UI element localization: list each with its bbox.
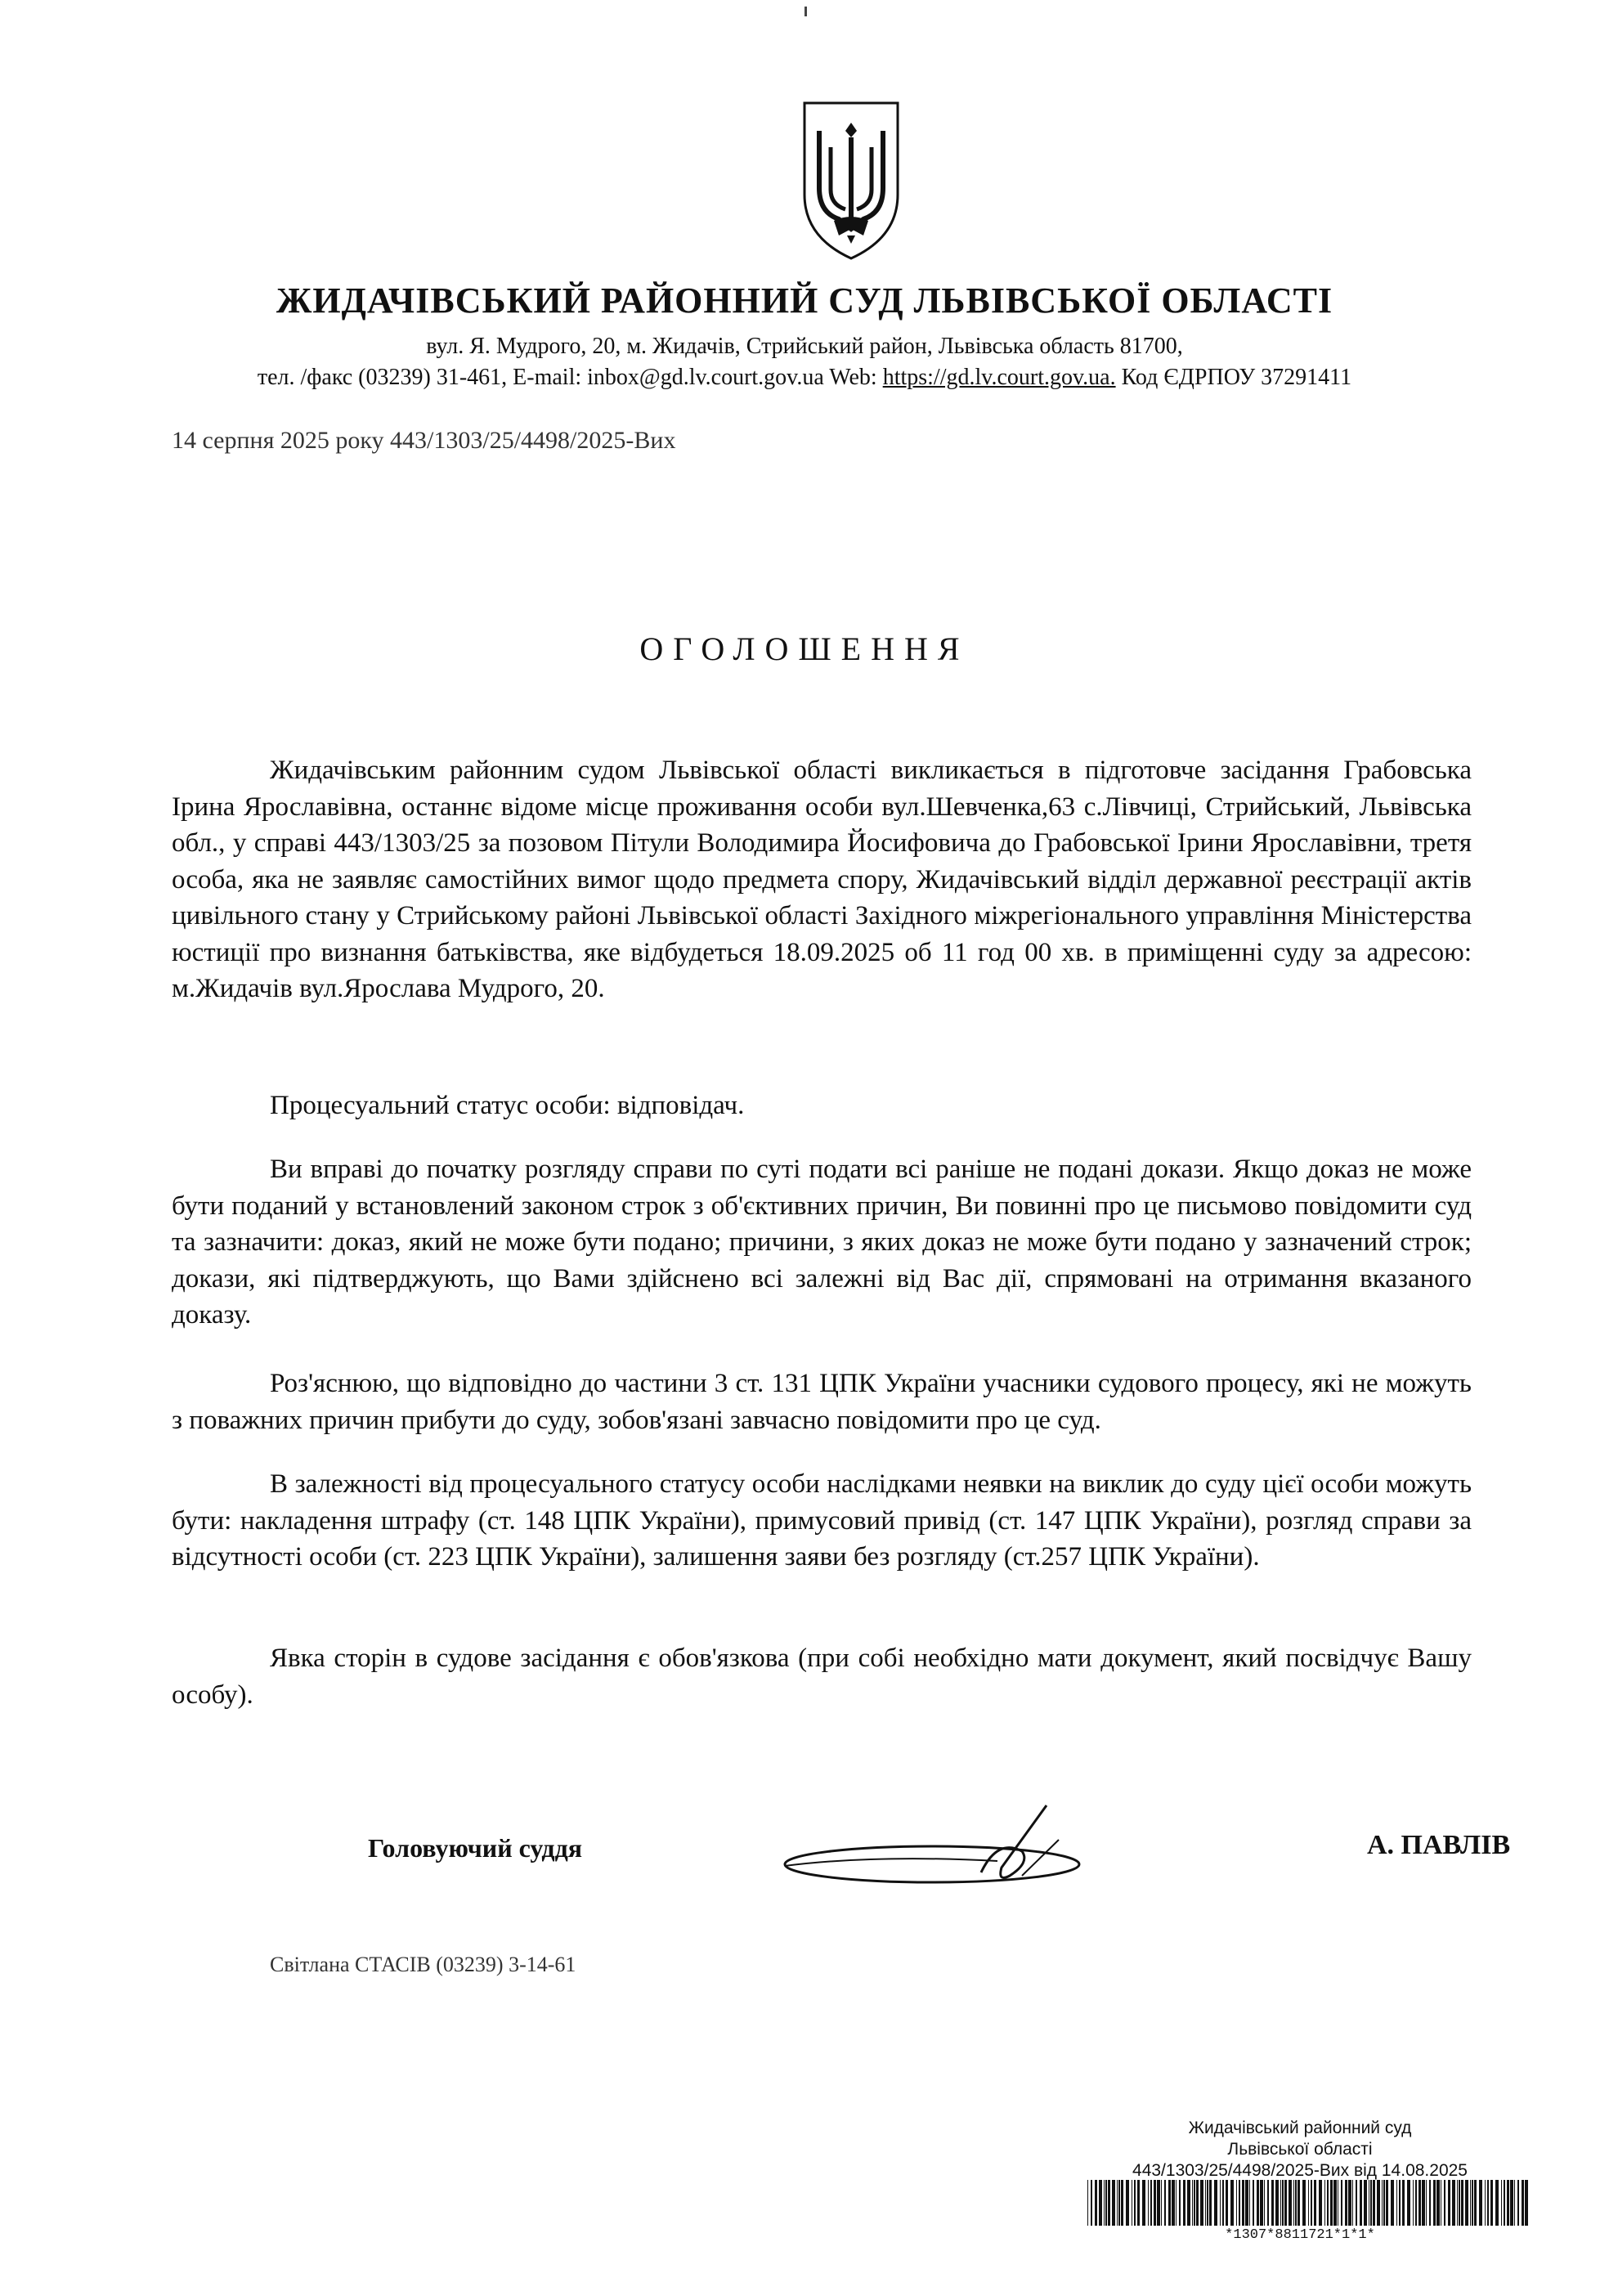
barcode-number: *1307*8811721*1*1* xyxy=(1225,2227,1375,2243)
barcode-icon xyxy=(1087,2180,1529,2226)
scan-mark xyxy=(804,7,807,16)
court-name: ЖИДАЧІВСЬКИЙ РАЙОННИЙ СУД ЛЬВІВСЬКОЇ ОБЛАСТІ xyxy=(276,280,1333,321)
contact-prefix: тел. /факс (03239) 31-461, E-mail: inbox@gd.lv.court.gov.ua Web: xyxy=(257,365,883,390)
outgoing-number: 14 серпня 2025 року 443/1303/25/4498/2025-Вих xyxy=(172,427,676,454)
judge-signature xyxy=(777,1797,1136,1895)
clerk-contact: Світлана СТАСІВ (03239) 3-14-61 xyxy=(270,1953,576,1976)
court-address: вул. Я. Мудрого, 20, м. Жидачів, Стрийський район, Львівська область 81700, xyxy=(426,334,1183,359)
paragraph-notice: Роз'яснюю, що відповідно до частини 3 ст. 131 ЦПК України учасники судового процесу, які не можуть з поважних причин прибути до суду, зобов'язані завчасно повідомити про це суд. xyxy=(172,1369,1472,1435)
paragraph-consequences: В залежності від процесуального статусу особи наслідками неявки на виклик до суду цієї особи можуть бути: накладення штрафу (ст. 148 ЦПК України), примусовий привід (ст. 147 ЦПК України), розгляд справи за відсутності особи (ст. 223 ЦПК України), залишення заяви без розгляду (ст.257 ЦПК України). xyxy=(172,1469,1472,1572)
contact-suffix: Код ЄДРПОУ 37291411 xyxy=(1115,365,1352,390)
paragraph-evidence: Ви вправі до початку розгляду справи по суті подати всі раніше не подані докази. Якщо доказ не може бути поданий у встановлений законом строк з об'єктивних причин, Ви повинні про це письмово повідомити суд та зазначити: доказ, який не може бути подано; причини, з яких доказ не може бути подано у зазначений строк; докази, які підтверджують, що Вами здійснено всі залежні від Вас дії, спрямовані на отримання вказаного доказу. xyxy=(172,1155,1472,1330)
stamp-court-name: Жидачівський районний суд xyxy=(1188,2119,1412,2137)
paragraph-summons: Жидачівським районним судом Львівської області викликається в підготовче засідання Грабовська Ірина Ярославівна, останнє відоме місце проживання особи вул.Шевченка,63 с.Лівчиці, Стрийський, Львівська обл., у справі 443/1303/25 за позовом Пітули Володимира Йосифовича до Грабовської Ірини Ярославівни, третя особа, яка не заявляє самостійних вимог щодо предмета спору, Жидачівський відділ державної реєстрації актів цивільного стану у Стрийському районі Львівської області Західного міжрегіонального управління Міністерства юстиції про визнання батьківства, яке відбудеться 18.09.2025 об 11 год 00 хв. в приміщенні суду за адресою: м.Жидачів вул.Ярослава Мудрого, 20. xyxy=(172,756,1472,1003)
judge-name: А. ПАВЛІВ xyxy=(1367,1830,1511,1860)
trident-coat-of-arms-icon xyxy=(798,98,904,262)
court-contacts xyxy=(0,365,1609,391)
paragraph-status: Процесуальний статус особи: відповідач. xyxy=(270,1091,745,1120)
stamp-region: Львівської області xyxy=(1227,2140,1373,2159)
website-link[interactable]: https://gd.lv.court.gov.ua. xyxy=(882,365,1116,390)
stamp-number: 443/1303/25/4498/2025-Вих від 14.08.2025 xyxy=(1132,2161,1468,2180)
judge-label: Головуючий суддя xyxy=(368,1833,583,1863)
registration-stamp xyxy=(1071,2118,1529,2182)
paragraph-attendance: Явка сторін в судове засідання є обов'язкова (при собі необхідно мати документ, який посвідчує Вашу особу). xyxy=(172,1644,1472,1710)
document-title: ОГОЛОШЕННЯ xyxy=(639,630,970,667)
